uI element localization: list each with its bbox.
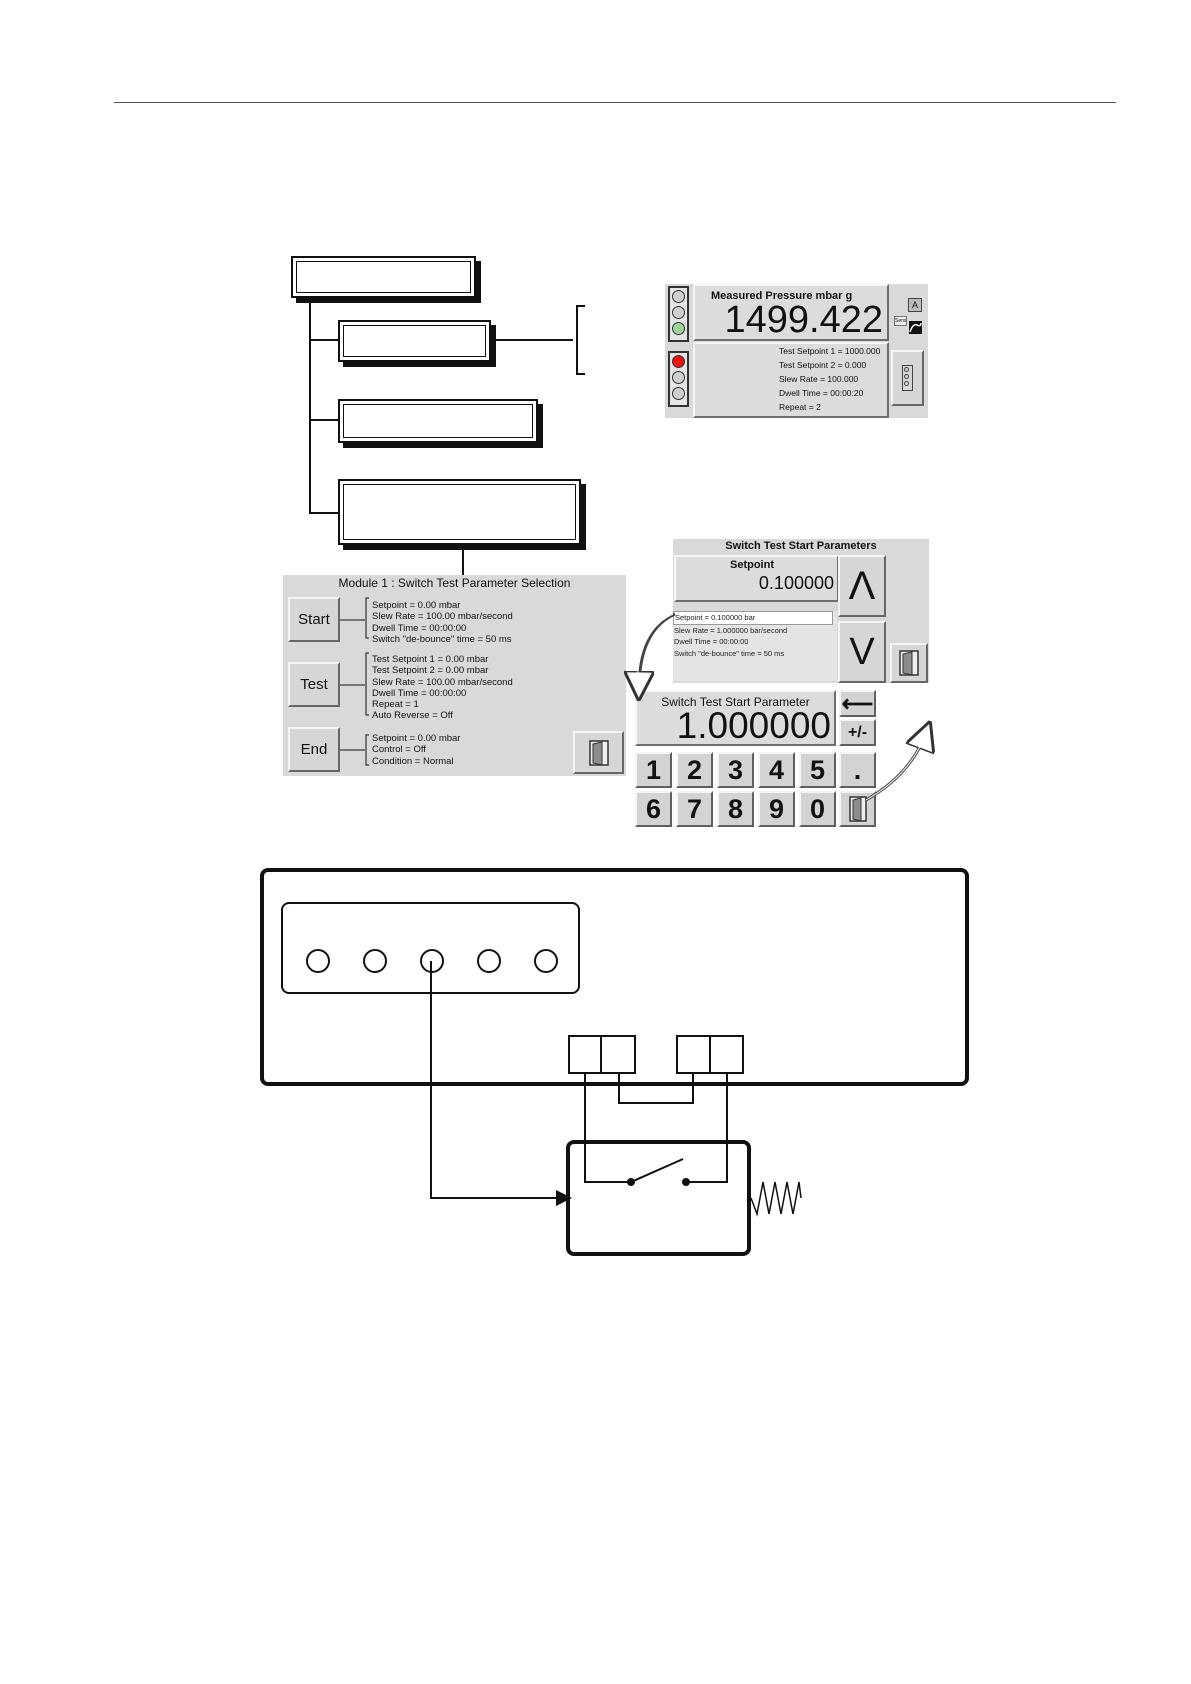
sign-button[interactable]: +/-: [839, 719, 876, 746]
pressure-value: 1499.422: [724, 299, 883, 341]
param-line[interactable]: Slew Rate = 1.000000 bar/second: [674, 625, 788, 635]
mode-badge[interactable]: A: [908, 298, 922, 312]
test-button[interactable]: Test: [288, 662, 340, 707]
increment-button[interactable]: Λ: [838, 555, 886, 617]
param-line: Slew Rate = 100.00 mbar/second: [372, 611, 513, 623]
key-5[interactable]: 5: [799, 752, 836, 788]
key-0[interactable]: 0: [799, 791, 836, 827]
key-2[interactable]: 2: [676, 752, 713, 788]
sens-badge: Sens: [895, 318, 907, 324]
key-9[interactable]: 9: [758, 791, 795, 827]
param-line: Setpoint = 0.00 mbar: [372, 733, 461, 744]
key-4[interactable]: 4: [758, 752, 795, 788]
key-8[interactable]: 8: [717, 791, 754, 827]
key-3[interactable]: 3: [717, 752, 754, 788]
terminal-link: [619, 1074, 693, 1103]
param-line: Dwell Time = 00:00:00: [372, 622, 467, 634]
keypad-value: 1.000000: [676, 705, 831, 746]
summary-line: Test Setpoint 1 = 1000.000: [779, 346, 881, 356]
end-button[interactable]: End: [288, 727, 340, 772]
pressure-line: [431, 961, 570, 1198]
decimal-button[interactable]: .: [839, 752, 876, 788]
switch-contact: [631, 1159, 683, 1182]
key-7[interactable]: 7: [676, 791, 713, 827]
setpoint-label: Setpoint: [730, 559, 774, 571]
param-line: Control = Off: [372, 744, 426, 756]
start-params-title: Switch Test Start Parameters: [725, 540, 877, 552]
wire-left: [585, 1074, 628, 1182]
param-line: Test Setpoint 1 = 0.00 mbar: [372, 654, 489, 665]
setpoint-value: 0.100000: [758, 573, 834, 593]
param-line[interactable]: Switch "de-bounce" time = 50 ms: [674, 648, 785, 658]
param-line: Setpoint = 0.00 mbar: [372, 600, 461, 611]
param-line: Dwell Time = 00:00:00: [372, 687, 467, 699]
decrement-button[interactable]: V: [838, 621, 886, 683]
measured-label: Measured Pressure mbar g: [711, 290, 853, 302]
summary-line: Dwell Time = 00:00:20: [779, 387, 864, 398]
param-line: Slew Rate = 100.00 mbar/second: [372, 676, 513, 688]
start-button[interactable]: Start: [288, 597, 340, 642]
summary-line: Test Setpoint 2 = 0.000: [779, 359, 867, 370]
param-line[interactable]: Dwell Time = 00:00:00: [674, 637, 749, 646]
param-line: Auto Reverse = Off: [372, 710, 453, 722]
key-1[interactable]: 1: [635, 752, 672, 788]
backspace-button[interactable]: ⟵: [839, 690, 876, 717]
key-6[interactable]: 6: [635, 791, 672, 827]
param-line: Test Setpoint 2 = 0.00 mbar: [372, 665, 489, 677]
param-line: Repeat = 1: [372, 699, 419, 711]
spring-icon: [751, 1182, 801, 1214]
param-line-selected[interactable]: Setpoint = 0.100000 bar: [673, 611, 833, 625]
selection-title: Module 1 : Switch Test Parameter Selection: [338, 576, 571, 590]
param-line: Switch "de-bounce" time = 50 ms: [372, 633, 512, 645]
summary-line: Repeat = 2: [779, 401, 821, 412]
summary-line: Slew Rate = 100.000: [779, 373, 859, 384]
keypad-title: Switch Test Start Parameter: [661, 695, 810, 709]
param-line: Condition = Normal: [372, 755, 454, 767]
